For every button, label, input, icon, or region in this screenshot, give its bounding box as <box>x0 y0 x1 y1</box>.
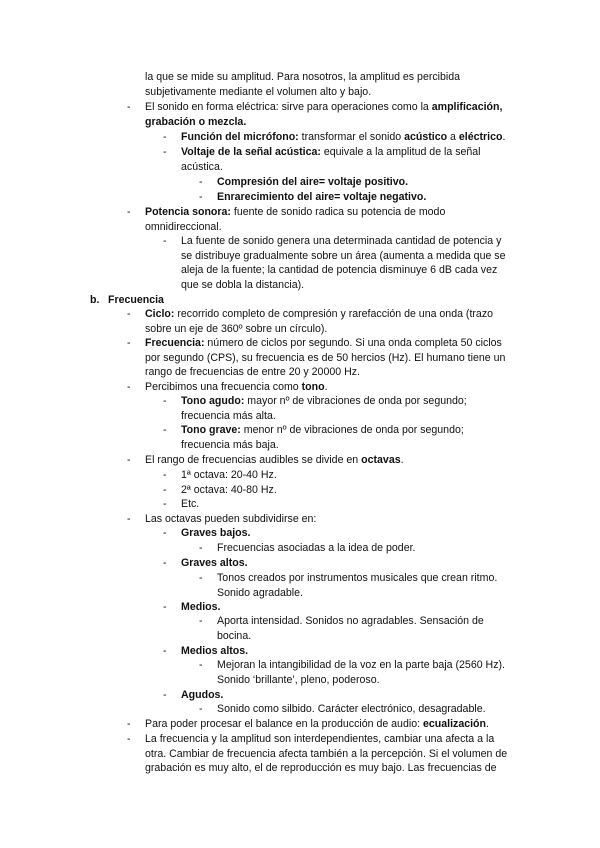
text-line <box>181 483 277 497</box>
text-line <box>217 586 303 600</box>
list-bullet: - <box>163 601 167 613</box>
text-line <box>145 220 222 234</box>
text-span: frecuencia más alta. <box>181 409 276 422</box>
text-span: transformar el sonido <box>298 131 405 143</box>
bold-text: Tono agudo: <box>181 395 245 407</box>
text-span: Sonido agradable. <box>217 586 303 599</box>
text-span: aleja de la fuente; la cantidad de potencia disminuye 6 dB cada vez <box>181 264 498 277</box>
list-bullet: - <box>127 337 131 349</box>
text-span: 1ª octava: 20-40 Hz. <box>181 469 277 481</box>
text-span: Etc. <box>181 498 200 510</box>
bold-text: Potencia sonora: <box>145 206 231 218</box>
text-span: . <box>324 381 328 393</box>
text-line <box>217 658 505 672</box>
bold-text: Compresión del aire= voltaje positivo. <box>217 176 409 188</box>
list-bullet: - <box>163 484 167 496</box>
text-span: Para poder procesar el balance en la producción de audio: <box>145 718 423 730</box>
text-line <box>145 732 494 746</box>
text-span: mayor nº de vibraciones de onda por segundo; <box>244 395 467 407</box>
text-line <box>145 205 445 219</box>
bold-text: amplificación, <box>431 101 503 113</box>
text-line <box>181 423 464 437</box>
text-span: grabación es muy alto, el de reproducción es muy bajo. Las frecuencias de <box>145 762 497 775</box>
text-span: bocina. <box>217 629 252 642</box>
text-span: recorrido completo de compresión y rarefacción de una onda (trazo <box>174 308 494 320</box>
text-line <box>181 526 251 540</box>
text-line <box>145 115 246 129</box>
text-line <box>181 130 505 144</box>
text-span: menor nº de vibraciones de onda por segundo; <box>240 424 464 436</box>
list-bullet: - <box>163 235 167 247</box>
text-line <box>181 160 223 174</box>
text-line <box>145 307 493 321</box>
list-bullet: - <box>163 395 167 407</box>
list-bullet: - <box>127 101 131 113</box>
bold-text: Función del micrófono: <box>181 131 299 143</box>
text-line <box>181 278 304 292</box>
text-span: La fuente de sonido genera una determinada cantidad de potencia y <box>181 235 502 247</box>
list-bullet: - <box>199 542 203 554</box>
text-span: por segundo (CPS), su frecuencia es de 50 hercios (Hz). El humano tiene un <box>145 351 506 364</box>
text-span: frecuencia más baja. <box>181 438 279 451</box>
bold-text: Graves bajos. <box>181 527 251 539</box>
text-span: subjetivamente mediante el volumen alto y bajo. <box>145 85 372 98</box>
text-line <box>181 688 223 702</box>
bold-text: tono <box>301 381 325 393</box>
text-line <box>108 293 164 307</box>
bold-text: Voltaje de la señal acústica: <box>181 146 321 158</box>
text-span: equivale a la amplitud de la señal <box>320 146 481 158</box>
text-line <box>145 453 404 467</box>
bold-text: Enrarecimiento del aire= voltaje negativo. <box>217 191 427 203</box>
text-line <box>181 556 248 570</box>
bold-text: Ciclo: <box>145 308 175 320</box>
list-bullet: - <box>163 527 167 539</box>
text-span: . <box>485 718 489 730</box>
bold-text: ecualización <box>422 718 486 730</box>
text-line <box>145 70 460 84</box>
text-line <box>181 600 220 614</box>
text-span: . <box>502 131 506 143</box>
list-bullet: - <box>127 381 131 393</box>
text-line <box>217 673 380 687</box>
text-line <box>145 100 502 114</box>
text-span: Percibimos una frecuencia como <box>145 381 302 393</box>
bold-text: grabación o mezcla. <box>145 115 247 128</box>
text-line <box>181 249 506 263</box>
text-span: El rango de frecuencias audibles se divide en <box>145 454 362 466</box>
list-bullet: - <box>163 645 167 657</box>
text-line <box>145 747 507 761</box>
text-line <box>181 263 497 277</box>
text-line <box>145 351 505 365</box>
list-bullet: - <box>127 733 131 745</box>
list-bullet: - <box>199 615 203 627</box>
bold-text: eléctrico <box>458 131 503 143</box>
text-line <box>217 702 486 716</box>
bold-text: Graves altos. <box>181 557 248 569</box>
text-span: se distribuye gradualmente sobre un área (aumenta a medida que se <box>181 249 506 262</box>
text-span: El sonido en forma eléctrica: sirve para operaciones como la <box>145 101 432 113</box>
text-line <box>217 190 426 204</box>
text-line <box>145 512 316 526</box>
text-span: Tonos creados por instrumentos musicales que crean ritmo. <box>217 572 498 584</box>
list-bullet: - <box>199 703 203 715</box>
text-line <box>145 717 489 731</box>
text-line <box>181 438 279 452</box>
list-bullet: - <box>127 454 131 466</box>
bold-text: Medios. <box>181 601 221 613</box>
text-line <box>145 380 328 394</box>
text-span: Aporta intensidad. Sonidos no agradables. Sensación de <box>217 615 484 627</box>
text-line <box>217 571 497 585</box>
text-span: omnidireccional. <box>145 220 222 233</box>
text-span: acústica. <box>181 160 223 173</box>
list-bullet: - <box>127 206 131 218</box>
text-span: que se dobla la distancia). <box>181 278 305 291</box>
text-line <box>145 761 497 775</box>
text-span: Frecuencias asociadas a la idea de poder. <box>217 542 416 554</box>
bold-text: acústico <box>404 131 448 143</box>
text-line <box>181 468 277 482</box>
bold-text: Agudos. <box>181 689 224 701</box>
list-bullet: - <box>199 176 203 188</box>
list-bullet: - <box>127 718 131 730</box>
text-line <box>181 497 199 511</box>
text-span: fuente de sonido radica su potencia de modo <box>230 206 446 218</box>
list-bullet: - <box>127 308 131 320</box>
text-line <box>145 365 360 379</box>
text-line <box>145 322 327 336</box>
text-line <box>145 85 371 99</box>
text-span: sobre un eje de 360º sobre un círculo). <box>145 322 328 335</box>
list-bullet: - <box>127 513 131 525</box>
bold-text: Frecuencia <box>108 294 164 306</box>
text-span: rango de frecuencias de entre 20 y 20000 Hz. <box>145 366 360 379</box>
list-bullet: - <box>163 498 167 510</box>
text-line <box>181 409 276 423</box>
text-line <box>217 541 415 555</box>
text-line <box>217 614 484 628</box>
bold-text: octavas <box>361 454 401 466</box>
text-line <box>181 644 248 658</box>
text-span: a <box>447 131 459 143</box>
text-line <box>181 234 501 248</box>
text-span: número de ciclos por segundo. Si una onda completa 50 ciclos <box>204 337 502 349</box>
list-bullet: - <box>163 146 167 158</box>
bold-text: Medios altos. <box>181 645 249 657</box>
list-bullet: - <box>163 557 167 569</box>
list-bullet: - <box>163 469 167 481</box>
text-line <box>217 629 251 643</box>
text-span: 2ª octava: 40-80 Hz. <box>181 484 277 496</box>
text-span: La frecuencia y la amplitud son interdependientes, cambiar una afecta a la <box>145 733 495 745</box>
text-span: . <box>400 454 404 466</box>
bold-text: Tono grave: <box>181 424 241 436</box>
list-bullet: - <box>163 131 167 143</box>
text-line <box>145 336 502 350</box>
text-span: la que se mide su amplitud. Para nosotros, la amplitud es percibida <box>145 71 461 83</box>
list-bullet: - <box>199 659 203 671</box>
text-line <box>181 394 467 408</box>
list-bullet: b. <box>90 294 100 306</box>
text-span: Las octavas pueden subdividirse en: <box>145 513 317 525</box>
text-span: otra. Cambiar de frecuencia afecta también a la percepción. Si el volumen de <box>145 747 508 760</box>
text-line <box>217 175 408 189</box>
list-bullet: - <box>199 191 203 203</box>
text-span: Mejoran la intangibilidad de la voz en la parte baja (2560 Hz). <box>217 659 505 671</box>
list-bullet: - <box>163 424 167 436</box>
text-span: Sonido como silbido. Carácter electrónico, desagradable. <box>217 703 486 715</box>
text-span: Sonido ‘brillante’, pleno, poderoso. <box>217 673 380 686</box>
bold-text: Frecuencia: <box>145 337 205 349</box>
text-line <box>181 145 481 159</box>
list-bullet: - <box>163 689 167 701</box>
list-bullet: - <box>199 572 203 584</box>
